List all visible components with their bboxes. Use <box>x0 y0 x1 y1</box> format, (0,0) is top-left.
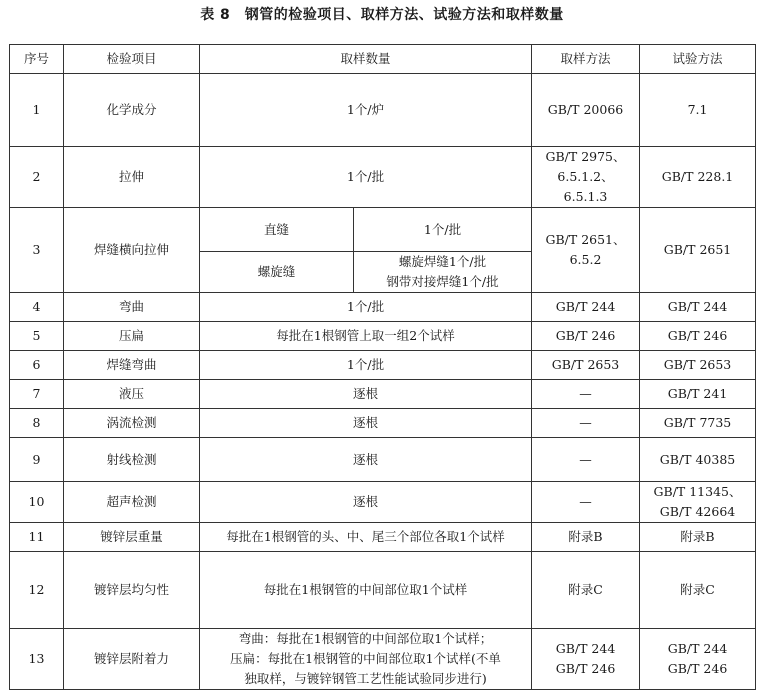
cell-qty <box>354 208 532 252</box>
cell-sampling-line: — <box>579 451 592 467</box>
cell-test-line: GB/T 40385 <box>659 451 736 467</box>
table-row <box>10 523 756 552</box>
cell-item: 弯曲 <box>64 293 200 322</box>
cell-item: 超声检测 <box>64 482 200 523</box>
cell-no: 1 <box>10 74 64 147</box>
cell-sampling-line: — <box>579 494 592 509</box>
cell-no: 4 <box>10 293 64 322</box>
cell-weld-type: 螺旋缝 <box>200 252 354 293</box>
table-row <box>10 409 756 438</box>
cell-sampling-line: GB/T 246 <box>555 661 616 676</box>
cell-no: 3 <box>10 208 64 293</box>
cell-sampling <box>532 523 640 552</box>
table-caption: 表 8 钢管的检验项目、取样方法、试验方法和取样数量 <box>200 7 564 23</box>
cell-test <box>640 293 756 322</box>
cell-test-line: GB/T 228.1 <box>661 169 734 184</box>
cell-sampling-line: 附录C <box>568 582 603 597</box>
table-row <box>10 74 756 147</box>
cell-qty <box>200 629 532 690</box>
cell-sampling-line: 附录B <box>568 529 603 544</box>
cell-item: 拉伸 <box>64 147 200 208</box>
cell-item: 压扁 <box>64 322 200 351</box>
header-sampling: 取样方法 <box>532 45 640 74</box>
cell-test-line: GB/T 2651 <box>663 242 732 257</box>
cell-qty: 逐根 <box>200 380 532 409</box>
cell-test-line: 附录C <box>680 582 715 597</box>
cell-test <box>640 147 756 208</box>
cell-sampling <box>532 552 640 629</box>
table-row <box>10 629 756 690</box>
cell-sampling-line: GB/T 246 <box>555 328 616 343</box>
cell-qty: 逐根 <box>200 438 532 482</box>
cell-test-line: 7.1 <box>687 102 708 117</box>
cell-sampling <box>532 293 640 322</box>
cell-sampling-line: GB/T 20066 <box>547 102 624 117</box>
cell-test <box>640 482 756 523</box>
cell-sampling-line: GB/T 2653 <box>551 357 620 372</box>
table-row <box>10 322 756 351</box>
cell-test-line: GB/T 7735 <box>663 415 732 430</box>
cell-test-line: GB/T 241 <box>667 386 728 401</box>
table-row <box>10 293 756 322</box>
cell-test-line: GB/T 11345、 <box>653 484 742 499</box>
cell-no: 8 <box>10 409 64 438</box>
cell-item: 镀锌层均匀性 <box>64 552 200 629</box>
cell-qty <box>354 252 532 293</box>
cell-item: 镀锌层附着力 <box>64 629 200 690</box>
cell-sampling-line: — <box>579 386 592 401</box>
cell-sampling-line: GB/T 2975、 <box>545 149 626 164</box>
cell-sampling <box>532 380 640 409</box>
cell-item: 焊缝弯曲 <box>64 351 200 380</box>
cell-qty: 1个/炉 <box>200 74 532 147</box>
cell-qty: 每批在1根钢管上取一组2个试样 <box>200 322 532 351</box>
cell-qty: 逐根 <box>200 409 532 438</box>
cell-sampling-line: GB/T 244 <box>555 641 616 656</box>
cell-sampling <box>532 438 640 482</box>
cell-no: 9 <box>10 438 64 482</box>
cell-item: 涡流检测 <box>64 409 200 438</box>
cell-test-line: GB/T 244 <box>667 641 728 656</box>
cell-sampling-line: — <box>579 415 592 430</box>
cell-item: 镀锌层重量 <box>64 523 200 552</box>
cell-test <box>640 74 756 147</box>
inspection-table <box>9 44 756 690</box>
cell-no: 10 <box>10 482 64 523</box>
cell-sampling-line: 6.5.2 <box>569 252 602 267</box>
cell-weld-type: 直缝 <box>200 208 354 252</box>
cell-no: 13 <box>10 629 64 690</box>
cell-sampling <box>532 409 640 438</box>
cell-item: 化学成分 <box>64 74 200 147</box>
cell-sampling-line: 6.5.1.2、 <box>557 169 614 184</box>
cell-qty: 1个/批 <box>200 147 532 208</box>
cell-sampling-line: GB/T 244 <box>555 299 616 314</box>
cell-sampling-line: 6.5.1.3 <box>563 189 608 204</box>
table-row <box>10 351 756 380</box>
cell-no: 12 <box>10 552 64 629</box>
cell-test <box>640 552 756 629</box>
cell-qty-line: 螺旋焊缝1个/批 <box>398 254 487 269</box>
cell-sampling <box>532 351 640 380</box>
cell-sampling <box>532 147 640 208</box>
cell-test-line: GB/T 246 <box>667 328 728 343</box>
cell-test <box>640 438 756 482</box>
cell-test-line: GB/T 246 <box>667 661 728 676</box>
header-test: 试验方法 <box>640 45 756 74</box>
table-row <box>10 208 756 252</box>
cell-no: 5 <box>10 322 64 351</box>
cell-test <box>640 523 756 552</box>
cell-test <box>640 629 756 690</box>
cell-sampling <box>532 74 640 147</box>
cell-test <box>640 322 756 351</box>
cell-no: 2 <box>10 147 64 208</box>
table-row <box>10 438 756 482</box>
cell-qty: 逐根 <box>200 482 532 523</box>
cell-test <box>640 409 756 438</box>
cell-qty: 每批在1根钢管的头、中、尾三个部位各取1个试样 <box>200 523 532 552</box>
cell-qty: 1个/批 <box>200 351 532 380</box>
header-qty: 取样数量 <box>200 45 532 74</box>
cell-item: 液压 <box>64 380 200 409</box>
cell-no: 11 <box>10 523 64 552</box>
cell-sampling <box>532 322 640 351</box>
cell-sampling <box>532 208 640 293</box>
cell-test <box>640 380 756 409</box>
cell-item: 射线检测 <box>64 438 200 482</box>
cell-test-line: GB/T 244 <box>667 299 728 314</box>
table-row <box>10 147 756 208</box>
cell-qty: 1个/批 <box>200 293 532 322</box>
cell-sampling <box>532 629 640 690</box>
cell-no: 7 <box>10 380 64 409</box>
cell-test-line: GB/T 42664 <box>659 504 736 519</box>
cell-test-line: 附录B <box>680 529 715 544</box>
cell-no: 6 <box>10 351 64 380</box>
cell-qty-line: 弯曲：每批在1根钢管的中间部位取1个试样； <box>238 631 493 646</box>
header-no: 序号 <box>10 45 64 74</box>
header-item: 检验项目 <box>64 45 200 74</box>
table-row <box>10 482 756 523</box>
cell-test <box>640 208 756 293</box>
table-row <box>10 380 756 409</box>
cell-sampling-line: GB/T 2651、 <box>545 232 626 247</box>
cell-item: 焊缝横向拉伸 <box>64 208 200 293</box>
cell-test-line: GB/T 2653 <box>663 357 732 372</box>
cell-qty-line: 1个/批 <box>423 221 462 237</box>
cell-test <box>640 351 756 380</box>
header-row <box>10 45 756 74</box>
cell-qty-line: 钢带对接焊缝1个/批 <box>386 274 499 289</box>
cell-sampling <box>532 482 640 523</box>
cell-qty-line: 压扁：每批在1根钢管的中间部位取1个试样(不单 <box>230 651 501 666</box>
cell-qty-line: 独取样，与镀锌钢管工艺性能试验同步进行) <box>244 671 487 686</box>
table-row <box>10 552 756 629</box>
cell-qty: 每批在1根钢管的中间部位取1个试样 <box>200 552 532 629</box>
